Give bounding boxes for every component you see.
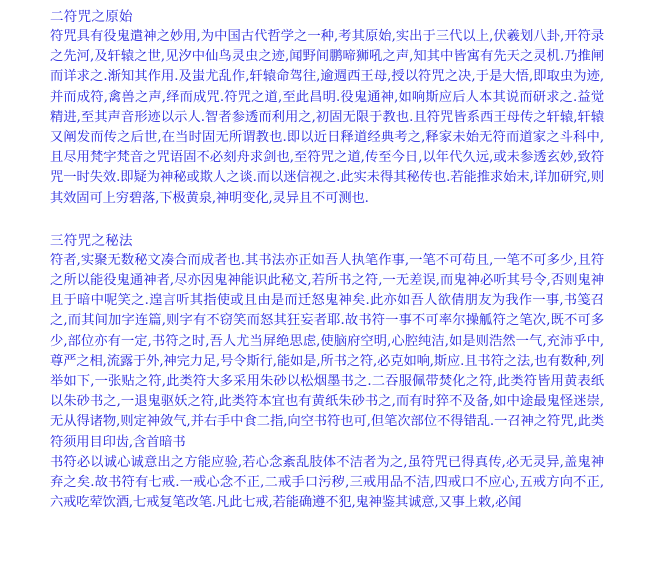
section-paragraph-secret-method-1: 符者,实聚无数秘文凑合而成者也.其书法亦正如吾人执笔作事,一笔不可苟且,一笔不可多少,且符之所以能役鬼通神者,尽亦因鬼神能识此秘文,若所书之符,一无差误,而鬼神必听其号令,否则鬼神且于暗中呢笑之.遑言听其指使或且由是而迁怒鬼神矣.此亦如吾人欲倩朋友为我作一事,书笺召之,而其间加字连篇,则字有不窃笑而怒其狂妄者耶.故书符一事不可率尔操觚符之笔次,既不可多少,部位亦有一定,书符之时,吾人尤当屏绝思虑,使脑府空明,心腔纯洁,如是则浩然一气,充沛乎中,尊严之相,流露于外,神完力足,号令斯行,能如是,所书之符,必克如响,斯应.且书符之法,也有数种,列举如下,一张贴之符,此类符大多采用朱砂以松烟墨书之.二吞服佩带焚化之符,此类符皆用黄表纸以朱砂书之,一退鬼驱妖之符,此类符本宜也有黄纸朱砂书之,而有时猝不及备,如中途最鬼怪迷崇,无从得诸物,则定神敛气,并右手中食二指,向空书符也可,但笔次部位不得错乱.一召神之符咒,此类符须用目印齿,含首暗书 <box>50 252 604 450</box>
section-paragraph-secret-method-2: 书符必以诚心诚意出之方能应验,若心念紊乱肢体不洁者为之,虽符咒已得真传,必无灵异,盖鬼神弃之矣.故书符有七戒.一戒心念不正,二戒手口污秽,三戒用品不洁,四戒口不应心,五戒方向不正,六戒吃荤饮酒,七戒复笔改笔.凡此七戒,若能确遵不犯,鬼神鉴其诚意,又事上敕,必闻 <box>50 454 604 511</box>
section-paragraph-origin: 符咒具有役鬼遣神之妙用,为中国古代哲学之一种,考其原始,实出于三代以上,伏羲划八卦,开符录之先河,及轩辕之世,见汐中仙鸟灵虫之迹,闻野间鹏啼狮吼之声,知其中皆寓有先天之灵机.乃推闸而详求之.渐知其作用.及蚩尤乱作,轩辕命驾往,逾週西王母,授以符咒之决,于是大悟,即取虫为迹,并而成符,禽兽之声,绎而成咒.符咒之道,至此昌明.役鬼通神,如响斯应后人本其说而研求之.益觉精进,至其声音形迹以示人.智者参透而利用之,初固无限于教也.且符咒皆系西王母传之轩辕,轩辕又阐发而传之后世,在当时固无所谓教也.即以近日释道经典考之,释家未始无符而道家之斗科中,且尽用梵字梵音之咒语固不必刻舟求剑也,至符咒之道,传至今日,以年代久远,或未参透玄妙,致符咒一时失效.即疑为神秘或欺人之谈.而以迷信视之.此实未得其秘传也.若能推求始末,详加研究,则其效固可上穷碧落,下极黄泉,神明变化,灵异且不可测也. <box>50 29 604 206</box>
section-heading-secret-method: 三符咒之秘法 <box>50 232 133 249</box>
section-spacer <box>50 209 604 231</box>
section-heading-origin: 二符咒之原始 <box>50 9 133 25</box>
